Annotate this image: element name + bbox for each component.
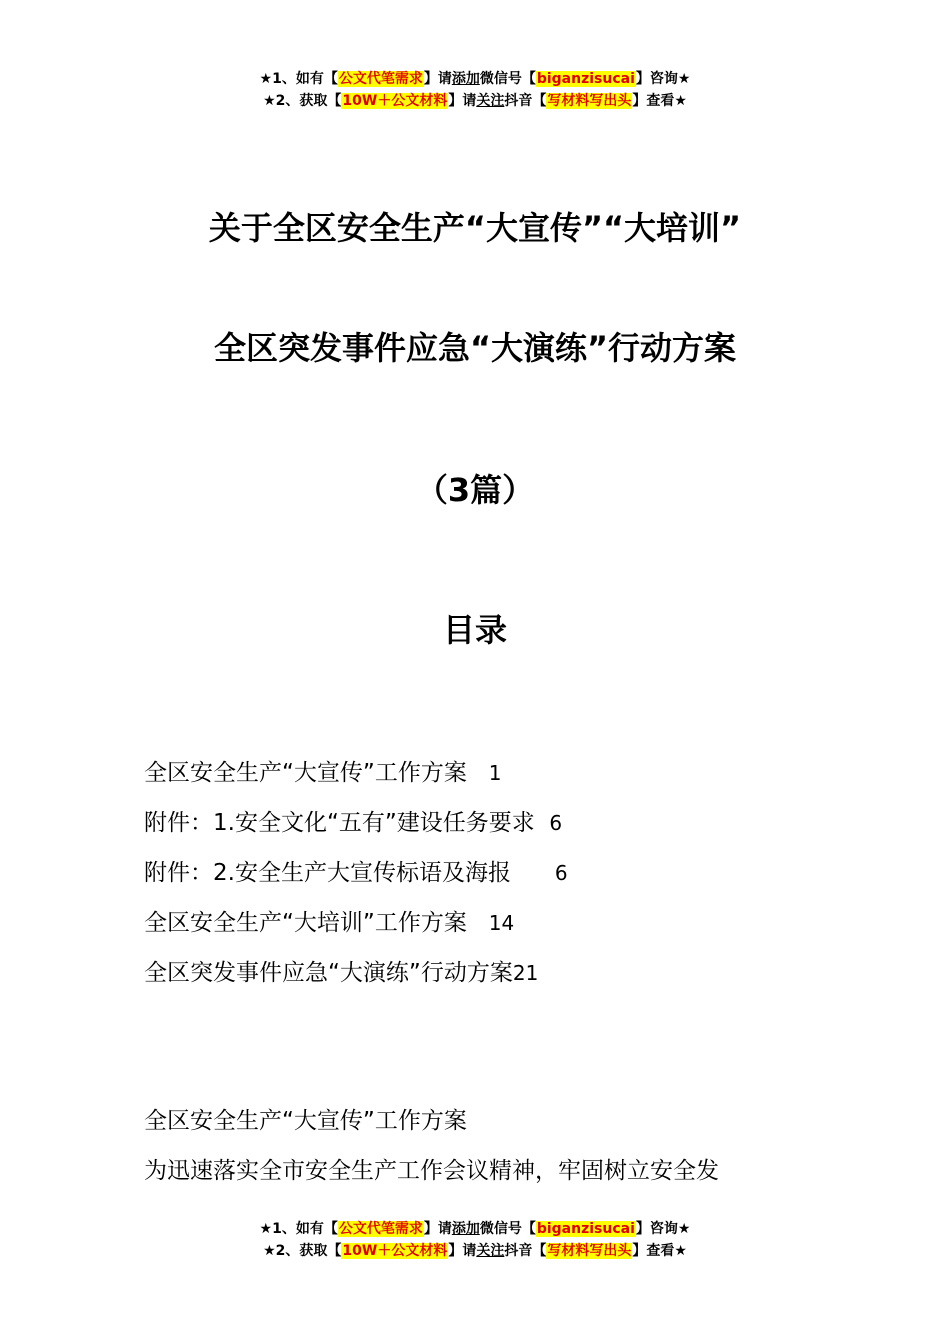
- body-paragraph: 为迅速落实全市安全生产工作会议精神，牢固树立安全发: [144, 1158, 719, 1184]
- banner-highlight: 10W＋公文材料: [342, 1243, 448, 1259]
- banner-text: 微信号【: [479, 1221, 536, 1237]
- toc-item[interactable]: [144, 798, 844, 848]
- toc-page-number: 6: [554, 861, 568, 885]
- toc-item-title: 附件：1.安全文化“五有”建设任务要求: [144, 810, 535, 836]
- banner-line-2: [0, 90, 950, 112]
- toc-item[interactable]: [144, 748, 844, 798]
- toc-gap: [467, 910, 489, 936]
- toc-item-title: 附件：2.安全生产大宣传标语及海报: [144, 860, 511, 886]
- banner-highlight: 公文代笔需求: [338, 1221, 423, 1237]
- banner-underline: 添加: [451, 1221, 480, 1237]
- banner-text: 】请: [448, 1243, 477, 1259]
- banner-text: 】请: [423, 71, 452, 87]
- banner-highlight: 写材料写出头: [547, 93, 632, 109]
- banner-highlight: biganzisucai: [536, 71, 635, 87]
- header-banner: [0, 68, 950, 112]
- banner-highlight: biganzisucai: [536, 1221, 635, 1237]
- banner-highlight: 10W＋公文材料: [342, 93, 448, 109]
- banner-text: 抖音【: [504, 1243, 547, 1259]
- banner-text: 】查看★: [632, 1243, 687, 1259]
- banner-text: ★2、获取【: [263, 1243, 342, 1259]
- toc-item-title: 全区突发事件应急“大演练”行动方案: [144, 960, 513, 986]
- banner-text: ★2、获取【: [263, 93, 342, 109]
- toc-page-number: 6: [549, 811, 563, 835]
- section-heading: 全区安全生产“大宣传”工作方案: [144, 1108, 467, 1134]
- banner-text: 】咨询★: [635, 1221, 691, 1237]
- document-title-line-1: 关于全区安全生产“大宣传”“大培训”: [208, 209, 742, 247]
- toc-page-number: 1: [488, 761, 502, 785]
- document-title-line-2: 全区突发事件应急“大演练”行动方案: [213, 329, 737, 367]
- banner-text: ★1、如有【: [259, 1221, 338, 1237]
- toc-item[interactable]: [144, 948, 844, 998]
- banner-underline: 关注: [476, 1243, 505, 1259]
- banner-underline: 添加: [451, 71, 480, 87]
- table-of-contents: [144, 748, 844, 998]
- toc-gap: [535, 810, 550, 836]
- banner-underline: 关注: [476, 93, 505, 109]
- banner-text: 】请: [423, 1221, 452, 1237]
- toc-gap: [467, 760, 489, 786]
- toc-gap: [511, 860, 555, 886]
- banner-highlight: 公文代笔需求: [338, 71, 423, 87]
- banner-line-2: [0, 1240, 950, 1262]
- toc-page-number: 21: [512, 961, 539, 985]
- banner-text: 抖音【: [504, 93, 547, 109]
- banner-line-1: [0, 1218, 950, 1240]
- toc-item-title: 全区安全生产“大培训”工作方案: [144, 910, 467, 936]
- toc-heading: 目录: [442, 611, 507, 649]
- banner-text: 微信号【: [479, 71, 536, 87]
- body-section: [144, 1096, 844, 1196]
- footer-banner: [0, 1218, 950, 1262]
- toc-item[interactable]: [144, 898, 844, 948]
- toc-item-title: 全区安全生产“大宣传”工作方案: [144, 760, 467, 786]
- banner-text: 】查看★: [632, 93, 687, 109]
- banner-line-1: [0, 68, 950, 90]
- document-count: （3篇）: [415, 471, 535, 509]
- banner-highlight: 写材料写出头: [547, 1243, 632, 1259]
- banner-text: ★1、如有【: [259, 71, 338, 87]
- toc-item[interactable]: [144, 848, 844, 898]
- banner-text: 】咨询★: [635, 71, 691, 87]
- toc-page-number: 14: [488, 911, 515, 935]
- banner-text: 】请: [448, 93, 477, 109]
